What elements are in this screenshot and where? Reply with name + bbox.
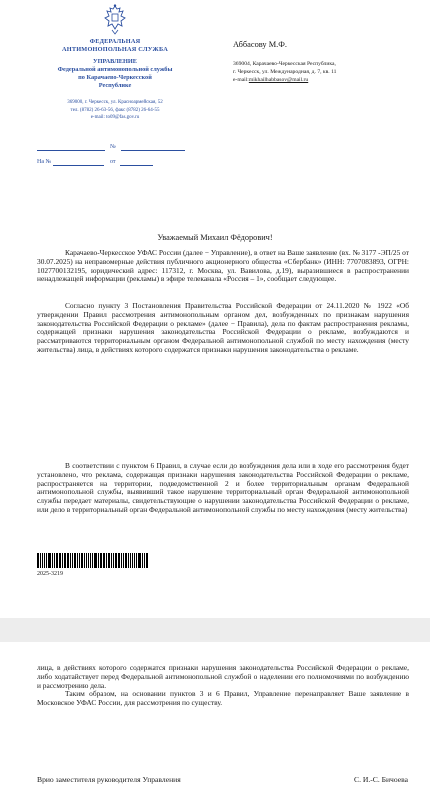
barcode-bar: [42, 553, 43, 568]
document-barcode: [37, 553, 149, 568]
barcode-bar: [121, 553, 122, 568]
reg-number-line: [121, 150, 185, 151]
department-name: [30, 58, 200, 90]
dept-line-4: Республике: [98, 82, 132, 90]
org-line-2: АНТИМОНОПОЛЬНАЯ СЛУЖБА: [61, 46, 169, 54]
barcode-bar: [54, 553, 55, 568]
recipient-email-link[interactable]: mikhailhabbasov@mail.ru: [248, 77, 309, 84]
ref-date-line: [120, 165, 153, 166]
recipient-block: [233, 40, 418, 84]
barcode-bar: [67, 553, 69, 568]
barcode-bar: [70, 553, 71, 568]
body-paragraph-1: [37, 249, 409, 284]
reg-date-line: [37, 150, 105, 151]
dept-line-2: Федеральной антимонопольной службы: [57, 66, 173, 74]
ref-number-label: На №: [37, 159, 52, 165]
barcode-bar: [60, 553, 61, 568]
barcode-bar: [84, 553, 85, 568]
barcode-bar: [115, 553, 117, 568]
paragraph-text: лица, в действиях которого содержатся признаки нарушения законодательства Российской Федерации о рекламе, либо ходатайствует перед Федеральной антимонопольной службой о наделении его полномочиями по возбуждению и рассмотрению дела.: [37, 663, 409, 690]
document-number: 2025-3219: [37, 571, 63, 577]
barcode-bar: [118, 553, 121, 568]
body-paragraph-3: [37, 462, 409, 515]
barcode-bar: [123, 553, 124, 568]
barcode-bar: [100, 553, 102, 568]
barcode-bar: [88, 553, 90, 568]
barcode-bar: [103, 553, 104, 568]
recipient-email-row: [233, 76, 418, 84]
barcode-bar: [52, 553, 53, 568]
barcode-bar: [62, 553, 63, 568]
barcode-bar: [72, 553, 73, 568]
barcode-bar: [74, 553, 77, 568]
barcode-bar: [113, 553, 114, 568]
salutation: Уважаемый Михаил Фёдорович!: [157, 233, 273, 242]
barcode-bar: [136, 553, 137, 568]
dept-line-1: УПРАВЛЕНИЕ: [93, 58, 137, 66]
ref-date-label: от: [110, 159, 116, 165]
barcode-bar: [142, 553, 143, 568]
barcode-bar: [56, 553, 58, 568]
body-paragraph-2: [37, 302, 409, 355]
recipient-email-label: e-mail:: [233, 77, 249, 84]
barcode-bar: [86, 553, 87, 568]
sender-addr-line-2: тел. (8782) 26-63-56, факс (8782) 26-64-55: [70, 107, 160, 113]
barcode-bar: [64, 553, 66, 568]
recipient-name: Аббасову М.Ф.: [233, 40, 287, 49]
paragraph-4-text: Таким образом, на основании пунктов 3 и 6 Правил, Управление перенаправляет Ваше заявление в Московское УФАС России, для рассмотрения по существу.: [37, 689, 409, 708]
barcode-bar: [106, 553, 107, 568]
barcode-bar: [144, 553, 145, 568]
barcode-bar: [92, 553, 93, 568]
signer-name: С. И.-С. Бичоева: [354, 775, 408, 784]
barcode-bar: [128, 553, 129, 568]
letterhead: [30, 4, 200, 122]
barcode-bar: [132, 553, 133, 568]
ref-number-line: [53, 165, 104, 166]
paragraph-text: Карачаево-Черкесское УФАС России (далее − Управление), в ответ на Ваше заявление (вх. № 3177 -ЭП/25 от 30.07.2025) на неправомерные действия публичного акционерного общества «Сбербанк» (ИНН: 7707083893, ОГРН: 1027700132195, юридический адрес: 117312, г. Москва, ул. Вавилова, д.19), выразившиеся в распространении ненадлежащей информации (рекламы) в эфире телеканала «Россия – 1», сообщает следующее.: [37, 248, 409, 284]
recipient-addr-line-1: 369004, Карачаево-Черкесская Республика,: [233, 61, 336, 67]
recipient-addr-line-2: г. Черкесск, ул. Международная, д. 7, кв. 11: [233, 69, 337, 76]
barcode-bar: [40, 553, 41, 568]
org-name: [30, 38, 200, 54]
coat-of-arms-emblem: [102, 4, 128, 36]
barcode-bar: [138, 553, 141, 568]
sender-address: [30, 99, 200, 122]
paragraph-text: Согласно пункту 3 Постановления Правительства Российской Федерации от 24.11.2020 № 1922 «Об утверждении Правил рассмотрения антимонопольным органом дел, возбужденных по признакам нарушения законодательства Российской Федерации о рекламе» (далее − Правила), дела по фактам распространения рекламы, содержащей признаки нарушения законодательства Российской Федерации о рекламе, возбуждаются и рассматриваются территориальным органом Федеральной антимонопольной службой по месту нахождения (месту жительства) лица, в действиях которого содержатся признаки нарушения законодательства о рекламе.: [37, 301, 409, 355]
barcode-bar: [98, 553, 99, 568]
signer-position: Врио заместителя руководителя Управления: [37, 775, 181, 784]
barcode-bar: [94, 553, 97, 568]
barcode-bar: [77, 553, 78, 568]
org-line-1: ФЕДЕРАЛЬНАЯ: [89, 38, 141, 45]
barcode-bar: [134, 553, 136, 568]
barcode-bar: [125, 553, 127, 568]
dept-line-3: по Карачаево-Черкесской: [78, 74, 152, 82]
barcode-bar: [130, 553, 131, 568]
barcode-bar: [146, 553, 148, 568]
barcode-bar: [90, 553, 91, 568]
recipient-address: [233, 60, 418, 84]
sender-email: e-mail: to09@fas.gov.ru: [90, 115, 140, 121]
paragraph-text: В соответствии с пунктом 6 Правил, в случае если до возбуждения дела или в ходе его рассмотрения будет установлено, что реклама, содержащая признаки нарушения законодательства Российской Федерации о рекламе, распространяется на территории, подведомственной 2 и более территориальным органам Федеральной антимонопольной службы, выявивший такое нарушение территориальный орган Федеральной антимонопольной службы передает материалы, свидетельствующие о нарушении законодательства Российской Федерации о рекламе, или дело в территориальный орган Федеральной антимонопольной службы по месту нахождения (месту жительства): [37, 461, 409, 515]
barcode-bar: [108, 553, 110, 568]
barcode-bar: [48, 553, 51, 568]
sender-addr-line-1: 369000, г. Черкесск, ул. Красноармейская, 52: [67, 100, 163, 106]
barcode-bar: [44, 553, 46, 568]
page-separator: [0, 618, 430, 642]
barcode-bar: [79, 553, 80, 568]
barcode-bar: [59, 553, 60, 568]
barcode-bar: [111, 553, 112, 568]
barcode-bar: [37, 553, 39, 568]
barcode-bar: [46, 553, 47, 568]
body-paragraph-3-continued: [37, 664, 409, 708]
barcode-bar: [104, 553, 105, 568]
barcode-bar: [81, 553, 83, 568]
reg-number-sign: №: [110, 144, 116, 150]
